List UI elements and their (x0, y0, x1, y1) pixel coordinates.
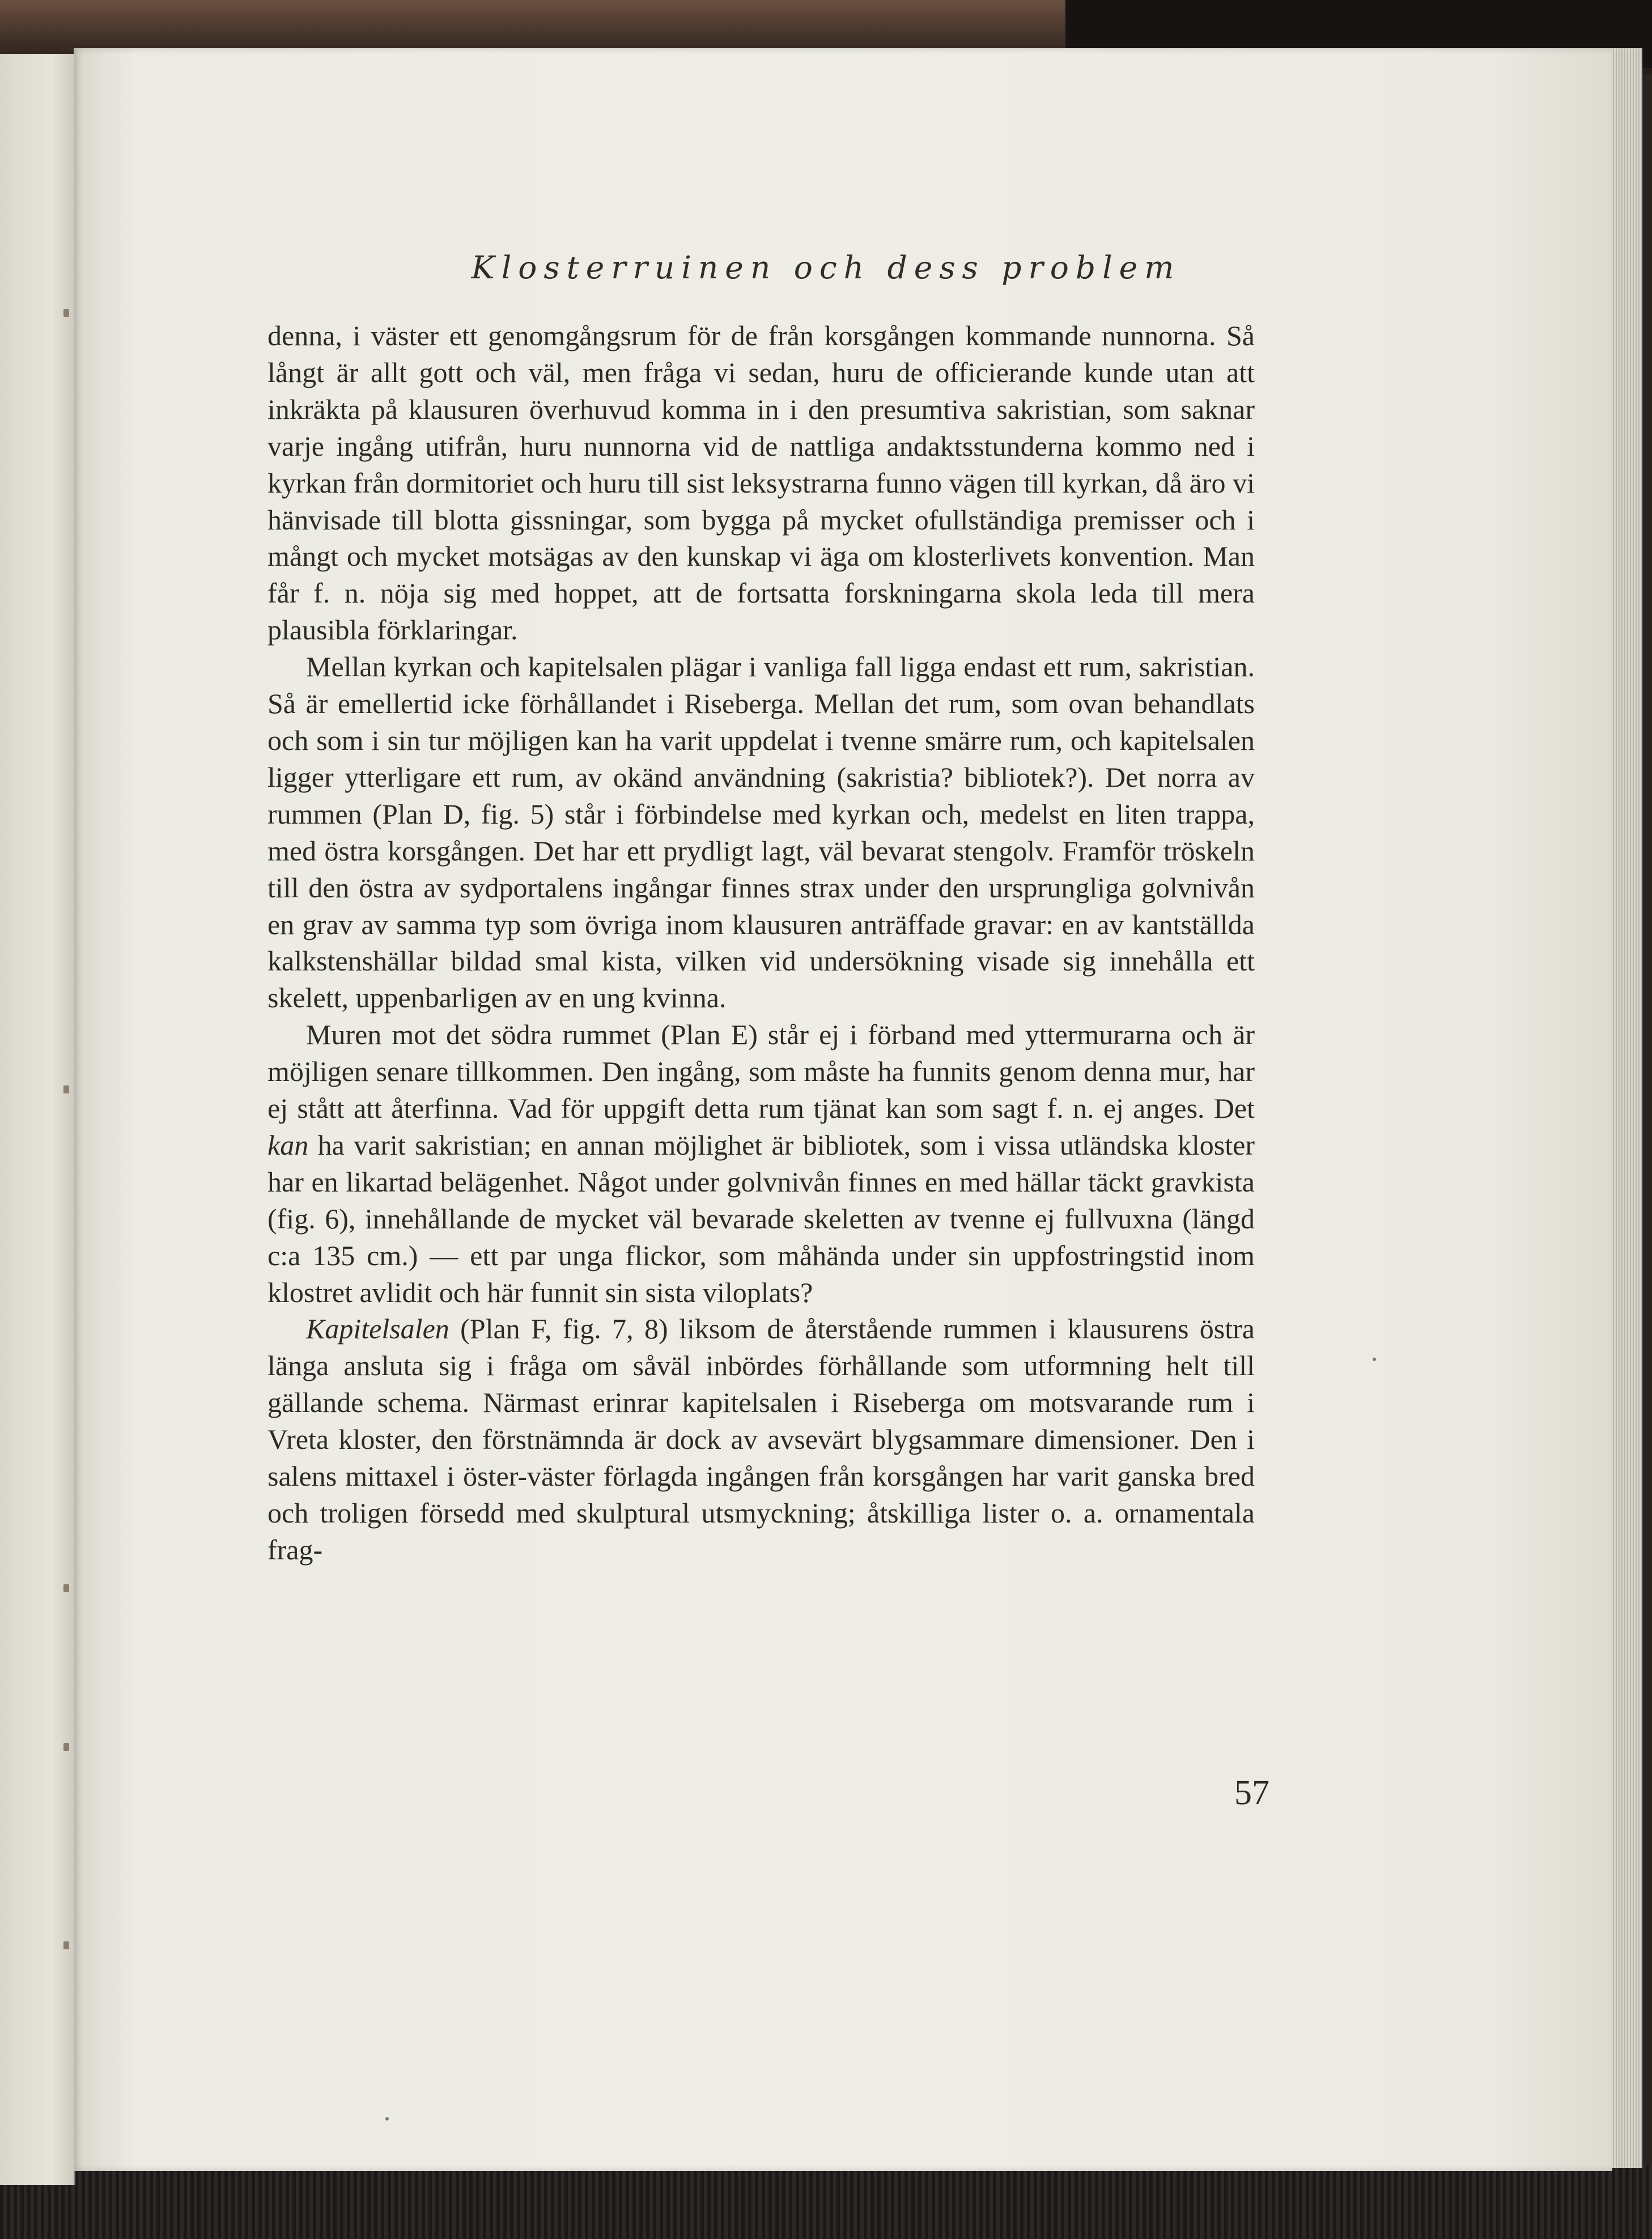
paragraph: denna, i väster ett genomgångsrum för de från korsgången kommande nunnorna. Så långt är allt gott och väl, men fråga vi sedan, huru de officierande kunde utan att inkräkta på klausuren överhuvud komma in i den presumtiva sakristian, som saknar varje ingång utifrån, huru nunnorna vid de nattliga andaktsstunderna kommo ned i kyrkan från dormitoriet och huru till sist leksystrarna funno vägen till kyrkan, då äro vi hänvisade till blotta gissningar, som bygga på mycket ofullständiga premisser och i mångt och mycket motsägas av den kunskap vi äga om klosterlivets konvention. Man får f. n. nöja sig med hoppet, att de fortsatta forskningarna skola leda till mera plausibla förklaringar. (267, 320, 1255, 646)
binding-stitch-mark (63, 309, 69, 317)
body-text (267, 317, 1255, 1568)
emphasized-word: kan (267, 1129, 309, 1161)
binding-stitch-mark (63, 1941, 69, 1949)
page-number: 57 (1234, 1774, 1269, 1812)
section-term: Kapitelsalen (306, 1313, 449, 1345)
running-head: Klosterruinen och dess problem (471, 249, 1181, 286)
paragraph-text: Muren mot det södra rummet (Plan E) står ej i förband med yttermurarna och är möjligen senare tillkommen. Den ingång, som måste ha funnits genom denna mur, har ej stått att återfinna. Vad för uppgift detta rum tjänat kan som sagt f. n. ej anges. Det (267, 1019, 1255, 1125)
paper-speck (385, 2117, 389, 2121)
binding-stitch-mark (63, 1085, 69, 1093)
page-stack-edge (1608, 48, 1642, 2168)
paragraph: Mellan kyrkan och kapitelsalen plägar i vanliga fall ligga endast ett rum, sakristian. Så är emellertid icke förhållandet i Riseberga. Mellan det rum, som ovan behandlats och som i sin tur möjligen kan ha varit uppdelat i tvenne smärre rum, och kapitelsalen ligger ytterligare ett rum, av okänd användning (sakristia? bibliotek?). Det norra av rummen (Plan D, fig. 5) står i förbindelse med kyrkan och, medelst en liten trappa, med östra korsgången. Det har ett prydligt lagt, väl bevarat stengolv. Framför tröskeln till den östra av sydportalens ingångar finnes strax under den ursprungliga golvnivån en grav av samma typ som övriga inom klausuren anträffade gravar: en av kantställda kalkstenshällar bildad smal kista, vilken vid undersökning visade sig innehålla ett skelett, uppenbarligen av en ung kvinna. (267, 651, 1255, 1014)
binding-stitch-mark (63, 1743, 69, 1751)
binding-stitch-mark (63, 1584, 69, 1592)
paragraph-text: ha varit sakristian; en annan möjlighet är bibliotek, som i vissa utländska kloster har en likartad belägenhet. Något under golvnivån finnes en med hällar täckt gravkista (fig. 6), innehållande de mycket väl bevarade skeletten av tvenne ej fullvuxna (längd c:a 135 cm.) — ett par unga flickor, som måhända under sin uppfostringstid inom klostret avlidit och här funnit sin sista viloplats? (267, 1129, 1255, 1308)
paragraph (267, 1016, 1255, 1311)
paragraph-text: (Plan F, fig. 7, 8) liksom de återstående rummen i klausurens östra länga ansluta sig i fråga om såväl inbördes förhållande som utformning helt till gällande schema. Närmast erinrar kapitelsalen i Riseberga om motsvarande rum i Vreta kloster, den förstnämnda är dock av avsevärt blygsammare dimensioner. Den i salens mittaxel i öster-väster förlagda ingången från korsgången har varit ganska bred och troligen försedd med skulptural utsmyckning; åtskilliga lister o. a. ornamentala frag- (267, 1313, 1255, 1566)
desk-background-bottom (0, 2165, 1652, 2239)
paragraph (267, 1311, 1255, 1568)
paper-speck (1373, 1358, 1376, 1361)
previous-page-edge (0, 54, 75, 2185)
